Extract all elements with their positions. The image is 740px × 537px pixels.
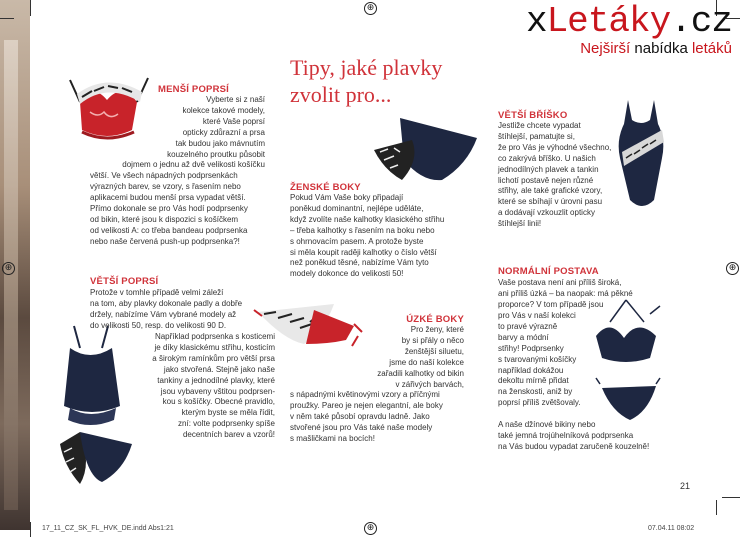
- registration-mark-icon: ⊕: [364, 522, 377, 535]
- section-body-vetsi-poprsi-cont: Například podprsenka s kosticemi je díky klasickému střihu, kosticím a širokým ramínkům pro větší prsa jako stvořená. Stejně jako naše tankiny a jednodílné plavky, které jsou vybaveny vštitou podprsen- kou s košíčky. Obecné pravidlo, kterým byste se měla řídit, zní: volte podprsenky spíše decentních barev a vzorů!: [152, 332, 275, 440]
- brand-logo-block[interactable]: [526, 2, 732, 57]
- section-title-normalni-postava: NORMÁLNÍ POSTAVA: [498, 266, 599, 277]
- navy-swimsuit-image: [606, 100, 676, 220]
- section-body-vetsi-poprsi: Protože v tomhle případě velmi záleží na tom, aby plavky dokonale padly a dobře držely, nabízíme Vám vybrané modely až do velikosti 50, resp. do velikosti 90 D.: [90, 288, 243, 330]
- page-number: 21: [680, 481, 691, 491]
- page-headline: Tipy, jaké plavky zvolit pro...: [290, 55, 443, 107]
- brand-tagline: Nejširší nabídka letáků: [580, 40, 732, 57]
- registration-mark-icon: ⊕: [726, 262, 739, 275]
- section-body-vetsi-bricho: Jestliže chcete vypadat štíhlejší, pamatujte si, že pro Vás je výhodné všechno, co zakrývá bříško. U našich jednodílných plavek a tankin lichotí postavě nejen různé střihy, ale také grafické vzory, které se sbíhají v úrovni pasu a dodávají vzkouzlit opticky štíhlejší linii!: [498, 121, 612, 229]
- section-title-mensi-poprsi: MENŠÍ POPRSÍ: [158, 84, 230, 95]
- navy-triangle-bikini-image: [590, 300, 662, 440]
- section-body-uzke-boky: Pro ženy, které by si přály o něco ženštější siluetu, jsme do naší kolekce zařadili kalhotky od bikin v zářivých barvách,: [377, 325, 464, 389]
- section-body-normalni-postava-cont: pro Vás v naší kolekci to pravé výrazně barvy a módní střihy! Podprsenky s tvarovanými košíčky například dokážou dekoltu mírně přidat na ženskosti, aniž by poprsí příliš zvětšovaly.: [498, 311, 581, 408]
- navy-bikini-bottom-image: [372, 110, 482, 190]
- section-body-normalni-postava: Vaše postava není ani příliš široká, ani příliš úzká – ba naopak: má pěkné proporce? V tom případě jsou: [498, 278, 633, 309]
- footer-file-info: 17_11_CZ_SK_FL_HVK_DE.indd Abs1:21: [42, 525, 174, 532]
- crop-mark: [716, 500, 717, 515]
- section-body-uzke-boky-cont: s nápadnými květinovými vzory a příčnými proužky. Pareo je nejen elegantní, ale boky v něm také působí opravdu ladně. Jako stvořené jsou pro Vás také naše modely s mašličkami na bocích!: [290, 390, 443, 443]
- registration-mark-icon: ⊕: [364, 2, 377, 15]
- crop-mark: [722, 497, 740, 498]
- section-title-vetsi-poprsi: VĚTŠÍ POPRSÍ: [90, 276, 159, 287]
- section-body-mensi-poprsi: Vyberte si z naší kolekce takové modely, které Vaše poprsí opticky zdůrazní a prsa tak budou jako mávnutím kouzelného proutku působit dojmem o jednu až dvě velikosti košíčku větší. Ve všech nápadných podprsenkách výrazných barev, se vzory, s řasením nebo aplikacemi budou menší prsa vypadat větší. Přímo dokonale se pro Vás hodí podprsenky od bikin, které jsou k dispozici s košíčkem od velikosti A: co třeba bandeau podprsenka nebo naše červená push-up podprsenka?!: [90, 95, 265, 246]
- crop-mark: [0, 18, 14, 19]
- footer-datetime: 07.04.11 08:02: [648, 525, 695, 532]
- crop-mark: [30, 522, 31, 537]
- registration-mark-icon: ⊕: [2, 262, 15, 275]
- section-title-zenske-boky: ŽENSKÉ BOKY: [290, 182, 361, 193]
- section-title-uzke-boky: ÚZKÉ BOKY: [406, 314, 464, 325]
- crop-mark: [30, 0, 31, 16]
- section-body-zenske-boky: Pokud Vám Vaše boky připadají poněkud dominantní, nejlépe uděláte, když zvolíte naše kalhotky klasického střihu – třeba kalhotky s řasením na boku nebo s ohrnovacím pasem. A protože byste si měla koupit raději kalhotky o číslo větší než poněkud těsné, nabízíme Vám tyto modely dokonce do velikosti 50!: [290, 193, 445, 279]
- section-body-normalni-postava-end: A naše džínové bikiny nebo také jemná trojúhelníková podprsenka na Vás budou vypadat zaručeně kouzelně!: [498, 420, 650, 451]
- brand-logo: xLetáky.cz: [525, 1, 732, 42]
- section-title-vetsi-bricho: VĚTŠÍ BŘÍŠKO: [498, 110, 568, 121]
